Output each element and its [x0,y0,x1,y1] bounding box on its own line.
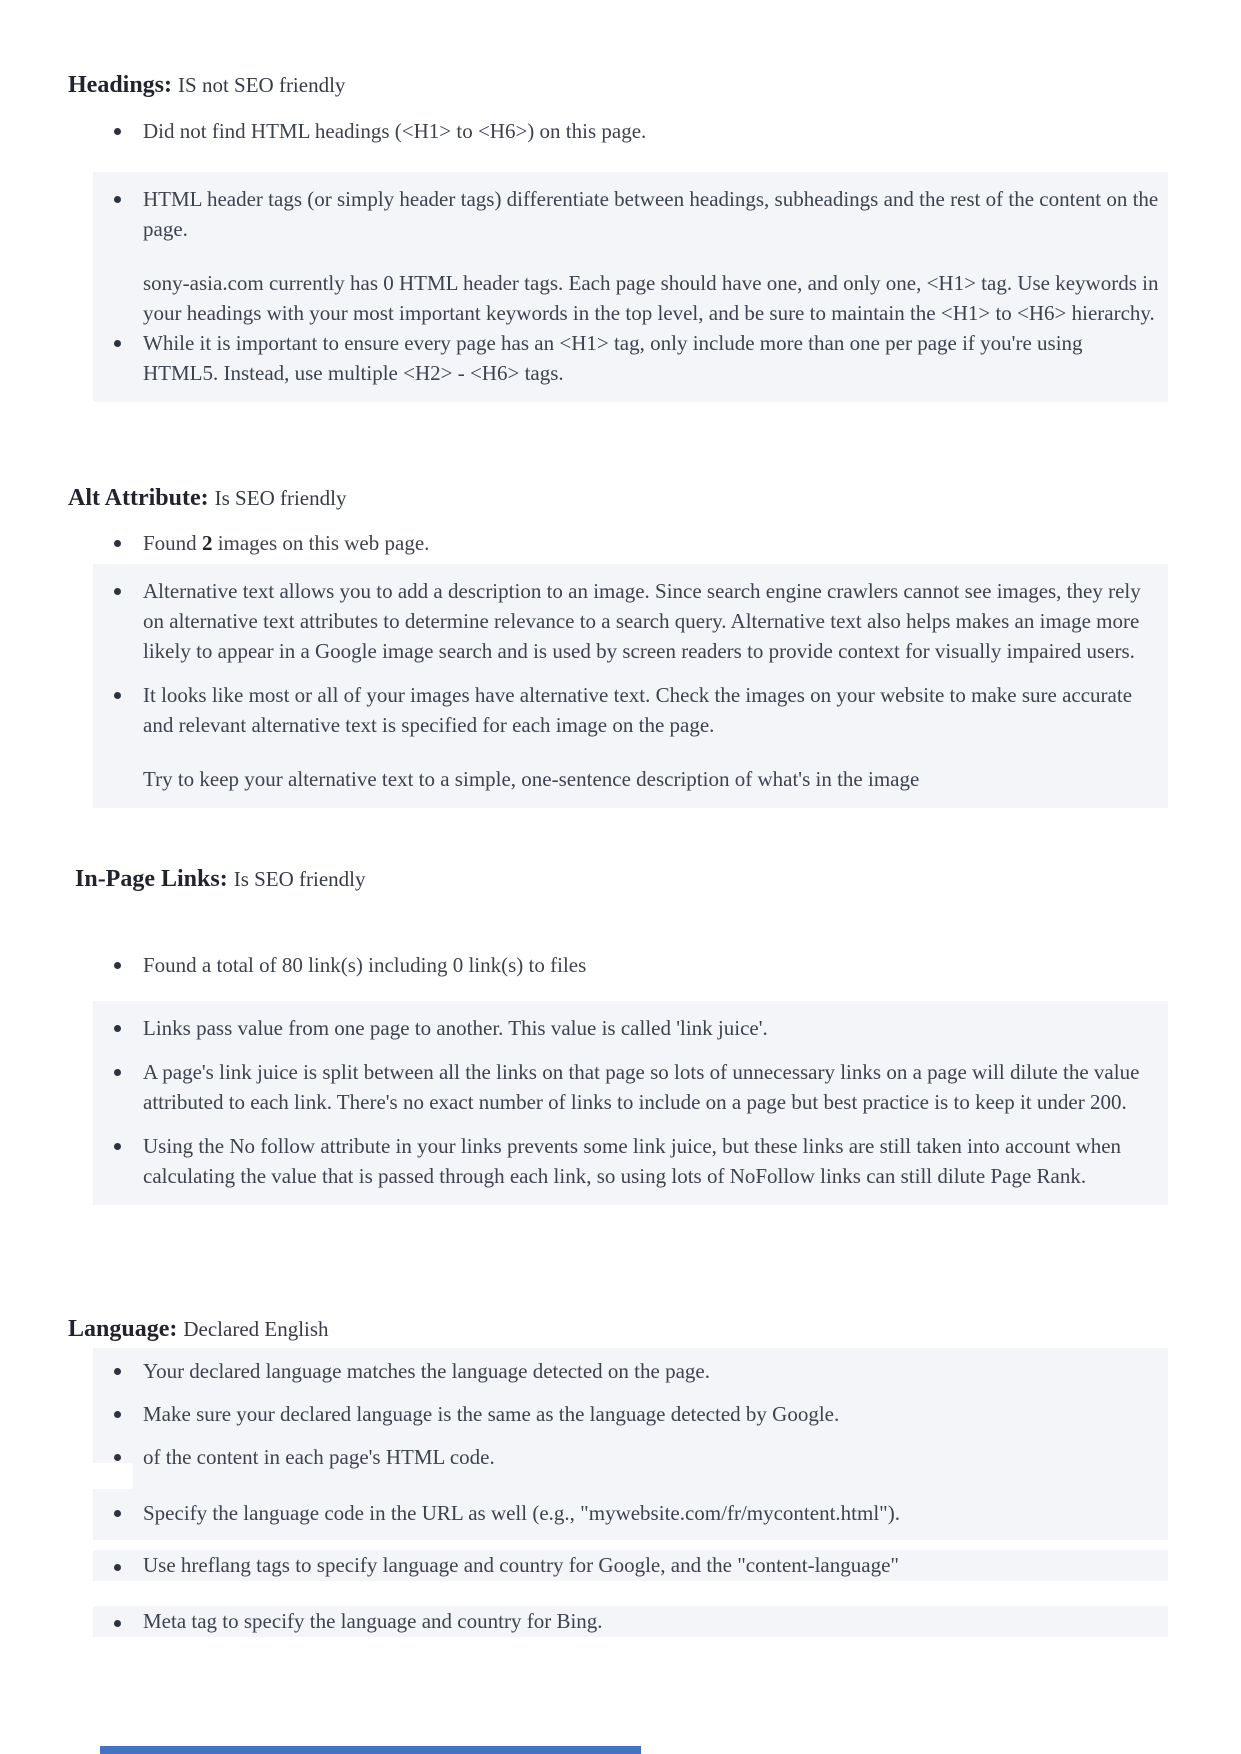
section-status: Declared English [183,1317,329,1341]
section-headings [68,70,1173,402]
section-title: Language: [68,1316,178,1342]
bullet-item: HTML header tags (or simply header tags) differentiate between headings, subheadings and the rest of the content on the page. [93,184,1163,244]
section-headings-title-row [68,70,1173,100]
section-status: Is SEO friendly [233,867,366,891]
found-images-count: 2 [201,531,213,555]
bullet-item: Meta tag to specify the language and country for Bing. [93,1608,1163,1635]
bullet-item: Use hreflang tags to specify language and country for Google, and the "content-language" [93,1552,1163,1579]
bullet-item: Using the No follow attribute in your links prevents some link juice, but these links are still taken into account when calculating the value that is passed through each link, so using lots of NoFollow links can still dilute Page Rank. [93,1131,1163,1191]
section-title: Alt Attribute: [68,485,209,511]
intro-bullet-list [93,950,1143,980]
paragraph: Try to keep your alternative text to a simple, one-sentence description of what's in the image [143,767,920,791]
section-language [68,1314,1173,1754]
highlight-block [93,1348,1168,1540]
bullet-item-found-images: Found 2 images on this web page. [93,528,1143,558]
bullet-item: It looks like most or all of your images have alternative text. Check the images on your website to make sure accurate and relevant alternative text is specified for each image on the page. [93,680,1163,740]
bullet-item: Make sure your declared language is the same as the language detected by Google. [93,1399,1163,1429]
intro-bullet-list [93,116,1143,146]
section-language-title-row [68,1314,1173,1344]
section-title: In-Page Links: [75,866,228,892]
highlight-block [93,1550,1168,1581]
bullet-item: While it is important to ensure every page has an <H1> tag, only include more than one per page if you're using HTML5. Instead, use multiple <H2> - <H6> tags. [93,328,1163,388]
section-status: Is SEO friendly [214,486,347,510]
paragraph: sony-asia.com currently has 0 HTML header tags. Each page should have one, and only one, <H1> tag. Use keywords in your headings with your most important keywords in the top level, and be sure to maintain the <H1> to <H6> hierarchy. [143,271,1159,325]
bullet-item: Your declared language matches the language detected on the page. [93,1356,1163,1386]
section-alt-attribute [68,483,1173,808]
bullet-item: Alternative text allows you to add a description to an image. Since search engine crawlers cannot see images, they rely on alternative text attributes to determine relevance to a search query. Alternative text also helps makes an image more likely to appear in a Google image search and is used by screen readers to provide context for visually impaired users. [93,576,1163,666]
section-in-page-links-title-row [75,864,1173,894]
highlight-block [93,1001,1168,1205]
section-status: IS not SEO friendly [178,73,346,97]
bullet-item: Links pass value from one page to another. This value is called 'link juice'. [93,1013,1163,1043]
section-title: Headings: [68,72,173,98]
bullet-item: Specify the language code in the URL as well (e.g., "mywebsite.com/fr/mycontent.html"). [93,1498,1163,1528]
bullet-item: Did not find HTML headings (<H1> to <H6>) on this page. [93,116,1143,146]
white-notch [93,1463,133,1489]
bullet-item: A page's link juice is split between all the links on that page so lots of unnecessary links on a page will dilute the value attributed to each link. There's no exact number of links to include on a page but best practice is to keep it under 200. [93,1057,1163,1117]
bullet-item: Found a total of 80 link(s) including 0 link(s) to files [93,950,1143,980]
section-alt-attribute-title-row [68,483,1173,513]
highlight-block [93,1606,1168,1637]
section-in-page-links [68,864,1173,1205]
bullet-item: of the content in each page's HTML code. [93,1442,1163,1472]
highlight-block [93,564,1168,808]
highlight-block [93,172,1168,402]
intro-bullet-list [93,528,1143,558]
bottom-accent-bar [100,1746,641,1754]
